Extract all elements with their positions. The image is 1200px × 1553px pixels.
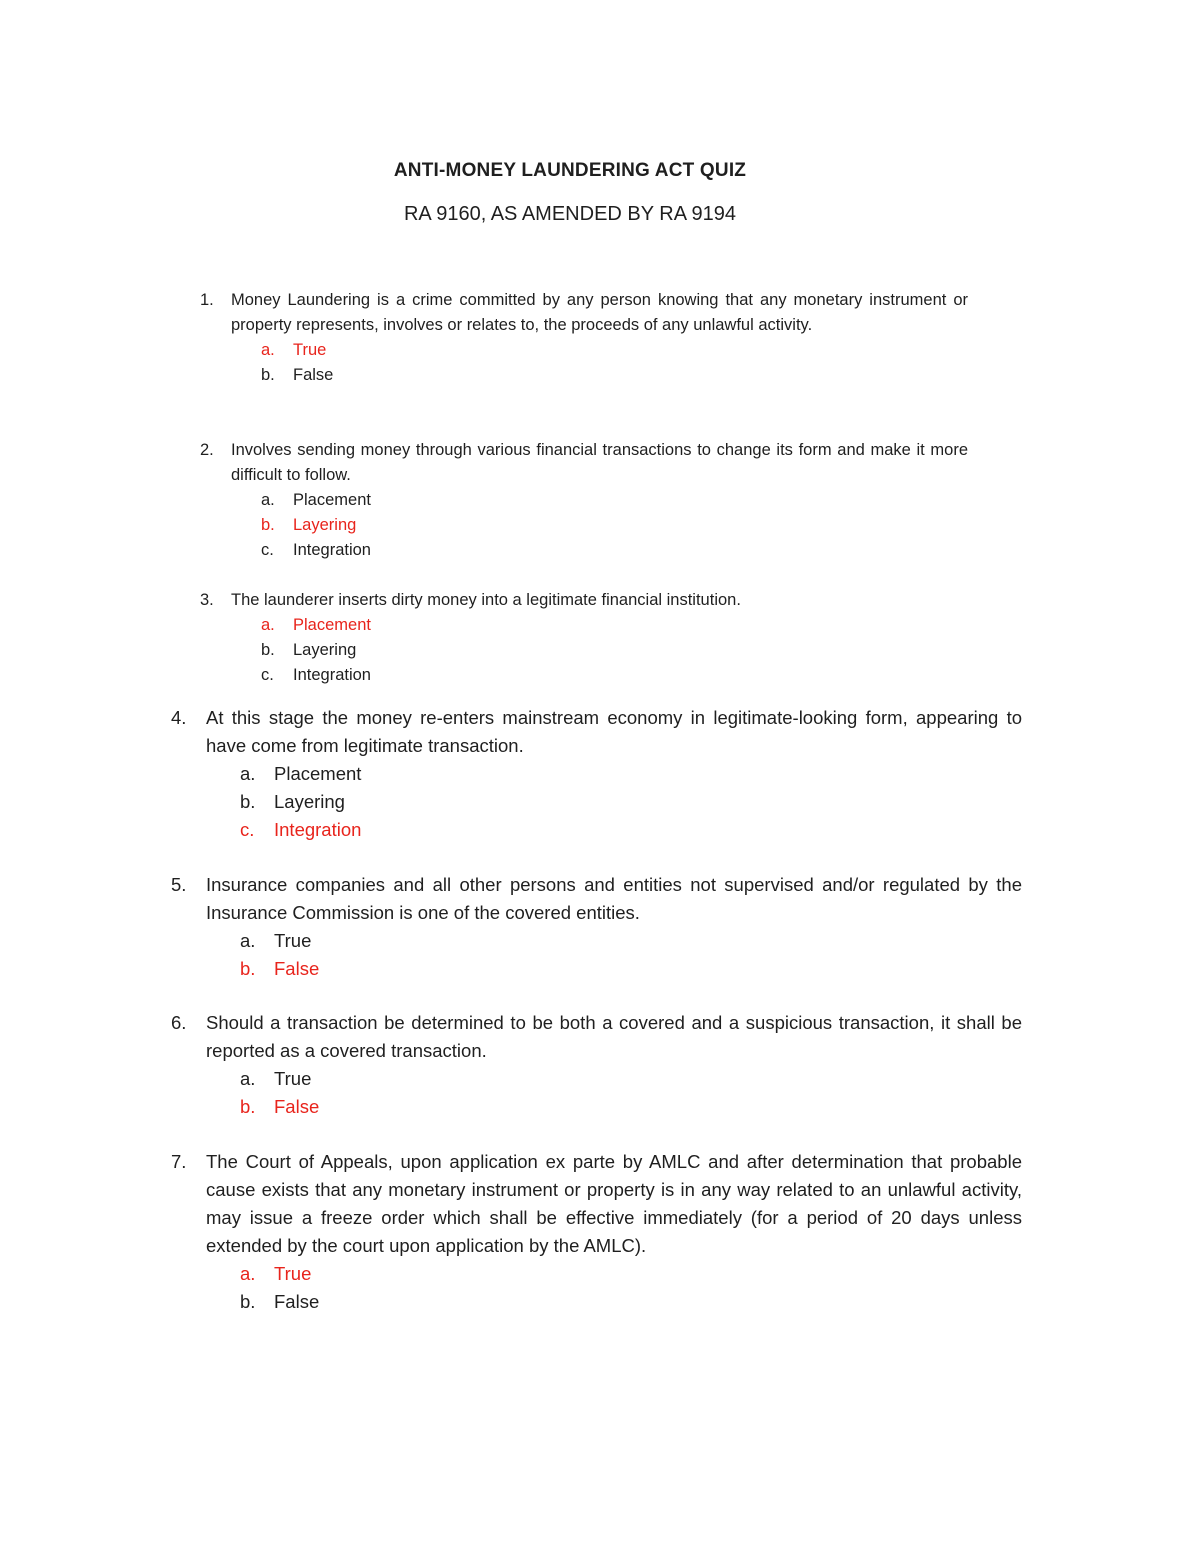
question-text: Insurance companies and all other persons and entities not supervised and/or regulated by the Insurance Commission is one of the covered entities.: [206, 874, 1022, 923]
option-text: False: [274, 1291, 320, 1312]
option-text: Layering: [274, 791, 345, 812]
option-text: False: [274, 958, 320, 979]
option-a: [206, 1260, 1022, 1288]
option-letter: a.: [261, 341, 275, 359]
option-letter: c.: [240, 819, 255, 840]
question-text: The Court of Appeals, upon application ex parte by AMLC and after determination that probable cause exists that any monetary instrument or property is in any way related to an unlawful activity, may issue a freeze order which shall be effective immediately (for a period of 20 days unless extended by the court upon application by the AMLC).: [206, 1151, 1022, 1256]
question-text: Involves sending money through various financial transactions to change its form and make it more difficult to follow.: [231, 441, 968, 484]
option-letter: a.: [261, 491, 275, 509]
option-a: [231, 613, 968, 638]
option-b: [231, 363, 968, 388]
option-letter: b.: [261, 516, 275, 534]
option-letter: a.: [240, 930, 256, 951]
question-7-stem: [171, 1148, 1022, 1260]
question-6: [171, 1009, 1022, 1121]
option-c: [231, 538, 968, 563]
question-1-stem: [200, 288, 968, 338]
option-letter: b.: [240, 791, 256, 812]
question-3: [200, 588, 968, 688]
option-text: Integration: [274, 819, 362, 840]
option-c: [231, 663, 968, 688]
option-text: False: [293, 366, 334, 384]
option-text: True: [274, 1068, 312, 1089]
option-letter: b.: [261, 641, 275, 659]
option-text: Layering: [293, 516, 357, 534]
option-letter: b.: [240, 1291, 256, 1312]
option-text: True: [274, 930, 312, 951]
quiz-subtitle: RA 9160, AS AMENDED BY RA 9194: [403, 203, 737, 225]
option-text: True: [274, 1263, 312, 1284]
option-a: [206, 760, 1022, 788]
question-3-stem: [200, 588, 968, 613]
question-2: [200, 438, 968, 563]
question-number: 4.: [171, 707, 187, 728]
question-number: 1.: [200, 291, 214, 309]
option-letter: c.: [261, 541, 274, 559]
question-text: The launderer inserts dirty money into a legitimate financial institution.: [231, 591, 741, 609]
question-2-stem: [200, 438, 968, 488]
option-letter: a.: [240, 1263, 256, 1284]
option-b: [206, 1093, 1022, 1121]
question-number: 2.: [200, 441, 214, 459]
question-number: 5.: [171, 874, 187, 895]
option-letter: b.: [261, 366, 275, 384]
question-text: Money Laundering is a crime committed by any person knowing that any monetary instrument or property represents, involves or relates to, the proceeds of any unlawful activity.: [231, 291, 968, 334]
option-text: True: [293, 341, 327, 359]
option-a: [206, 927, 1022, 955]
question-text: Should a transaction be determined to be both a covered and a suspicious transaction, it shall be reported as a covered transaction.: [206, 1012, 1022, 1061]
option-b: [231, 638, 968, 663]
question-5: [171, 871, 1022, 983]
option-b: [231, 513, 968, 538]
option-text: Placement: [293, 616, 371, 634]
option-letter: a.: [240, 763, 256, 784]
question-6-stem: [171, 1009, 1022, 1065]
option-letter: a.: [261, 616, 275, 634]
option-text: Integration: [293, 541, 371, 559]
option-letter: b.: [240, 958, 256, 979]
question-7: [171, 1148, 1022, 1316]
option-a: [231, 338, 968, 363]
question-4: [171, 704, 1022, 844]
quiz-title: ANTI-MONEY LAUNDERING ACT QUIZ: [393, 160, 747, 181]
option-a: [231, 488, 968, 513]
question-4-stem: [171, 704, 1022, 760]
option-letter: a.: [240, 1068, 256, 1089]
option-text: Placement: [274, 763, 362, 784]
option-text: Placement: [293, 491, 371, 509]
option-letter: b.: [240, 1096, 256, 1117]
option-text: False: [274, 1096, 320, 1117]
option-letter: c.: [261, 666, 274, 684]
question-5-stem: [171, 871, 1022, 927]
option-b: [206, 788, 1022, 816]
option-a: [206, 1065, 1022, 1093]
question-number: 3.: [200, 591, 214, 609]
question-number: 6.: [171, 1012, 187, 1033]
option-b: [206, 955, 1022, 983]
option-c: [206, 816, 1022, 844]
question-number: 7.: [171, 1151, 187, 1172]
question-text: At this stage the money re-enters mainstream economy in legitimate-looking form, appearing to have come from legitimate transaction.: [206, 707, 1022, 756]
option-text: Integration: [293, 666, 371, 684]
question-1: [200, 288, 968, 388]
option-b: [206, 1288, 1022, 1316]
option-text: Layering: [293, 641, 357, 659]
